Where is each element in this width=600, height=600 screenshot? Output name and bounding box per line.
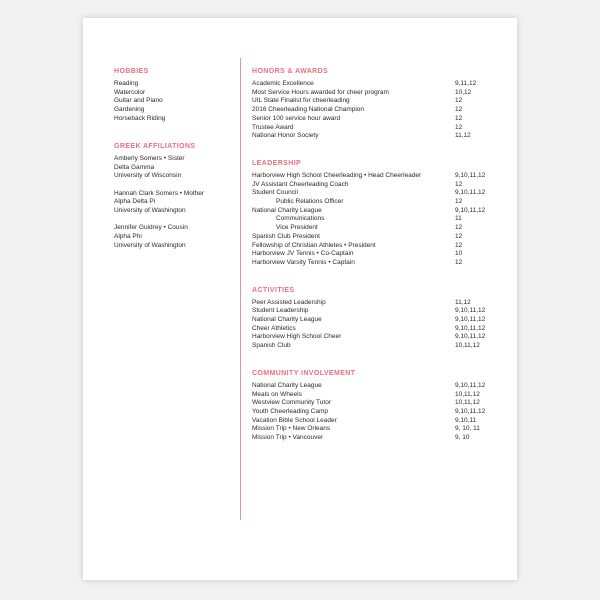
affiliation-line: University of Washington [114, 241, 186, 249]
entry-name: UIL State Finalist for cheerleading [252, 97, 350, 105]
column-divider [240, 58, 241, 520]
entry-name: Harborview High School Cheerleading • Head Cheerleader [252, 171, 422, 179]
entry-name: Most Service Hours awarded for cheer program [252, 88, 389, 96]
leadership-section [252, 159, 492, 268]
affiliation-line: Delta Gamma [114, 163, 155, 171]
right-column [252, 67, 492, 461]
left-column [114, 67, 234, 250]
entry-name: National Charity League [252, 381, 322, 389]
entry-name: Student Leadership [252, 307, 309, 315]
entry-years: 9, 10 [455, 434, 470, 442]
entry-name: Meals on Wheels [252, 390, 302, 398]
community-involvement-section [252, 369, 492, 443]
entry-years: 12 [455, 198, 463, 206]
hobby-item: Guitar and Piano [114, 97, 163, 105]
entry-years: 9,10,11,12 [455, 189, 486, 197]
entry-row [252, 124, 492, 133]
entry-years: 12 [455, 241, 463, 249]
entry-name: Harborview High School Cheer [252, 333, 342, 341]
entry-years: 12 [455, 97, 463, 105]
entry-row [252, 342, 492, 351]
entry-years: 10 [455, 250, 463, 258]
entry-years: 9,10,11 [455, 416, 477, 424]
entry-row [252, 89, 492, 98]
entry-years: 12 [455, 114, 463, 122]
entry-years: 9,10,11,12 [455, 307, 486, 315]
entry-name: Communications [276, 215, 325, 223]
greek-affiliations-heading: GREEK AFFILIATIONS [114, 143, 196, 151]
entry-name: Student Council [252, 189, 298, 197]
hobby-item: Horseback Riding [114, 114, 166, 122]
entry-name: Fellowship of Christian Athletes • President [252, 241, 376, 249]
entry-years: 12 [455, 106, 463, 114]
affiliation-line: Jennifer Guidrey • Cousin [114, 224, 188, 232]
entry-row [252, 115, 492, 124]
entry-name: National Charity League [252, 316, 322, 324]
entry-row [252, 215, 492, 224]
entry-name: JV Assistant Cheerleading Coach [252, 180, 349, 188]
entry-name: National Charity League [252, 206, 322, 214]
entry-name: Academic Excellence [252, 80, 314, 87]
entry-name: Cheer Athletics [252, 324, 296, 332]
hobby-item: Watercolor [114, 88, 146, 96]
entry-name: Trustee Award [252, 123, 294, 131]
entry-years: 9,10,11,12 [455, 171, 486, 179]
resume-page [83, 18, 517, 580]
entry-years: 9,10,11,12 [455, 324, 486, 332]
entry-row [252, 106, 492, 115]
entry-name: Harborview JV Tennis • Co-Captain [252, 250, 354, 258]
hobby-item: Gardening [114, 106, 145, 114]
entry-name: Senior 100 service hour award [252, 114, 341, 122]
entry-years: 10,11,12 [455, 399, 480, 407]
entry-name: 2016 Cheerleading National Champion [252, 106, 365, 114]
entry-row [252, 434, 492, 443]
activities-section [252, 286, 492, 351]
entry-years: 9,10,11,12 [455, 316, 486, 324]
entry-row [252, 224, 492, 233]
entry-name: Youth Cheerleading Camp [252, 407, 329, 415]
entry-row [252, 198, 492, 207]
affiliation-line: Alpha Phi [114, 232, 142, 240]
entry-years: 9,10,11,12 [455, 407, 486, 415]
entry-years: 9,11,12 [455, 80, 477, 87]
entry-years: 12 [455, 232, 463, 240]
entry-row [252, 172, 492, 181]
entry-name: Vacation Bible School Leader [252, 416, 337, 424]
affiliation-line: Hannah Clark Somers • Mother [114, 189, 205, 197]
entry-row [252, 382, 492, 391]
entry-row [252, 307, 492, 316]
honors-awards-section [252, 67, 492, 141]
entry-years: 10,12 [455, 88, 472, 96]
entry-row [252, 417, 492, 426]
affiliation-line: Alpha Delta Pi [114, 198, 156, 206]
entry-years: 12 [455, 224, 463, 232]
entry-row [252, 316, 492, 325]
entry-name: Peer Assisted Leadership [252, 298, 326, 306]
entry-name: Mission Trip • New Orleans [252, 425, 331, 433]
entry-years: 11 [455, 215, 462, 223]
entry-name: Vice President [276, 224, 318, 232]
entry-years: 9,10,11,12 [455, 381, 486, 389]
entry-row [252, 325, 492, 334]
entry-years: 11,12 [455, 298, 471, 306]
entry-row [252, 181, 492, 190]
entry-years: 12 [455, 123, 463, 131]
entry-row [252, 408, 492, 417]
affiliation-line: University of Wisconsin [114, 172, 182, 180]
entry-row [252, 425, 492, 434]
section-heading: COMMUNITY INVOLVEMENT [252, 369, 356, 377]
entry-name: Spanish Club [252, 342, 291, 350]
greek-affiliations-section [114, 142, 234, 250]
entry-row [252, 333, 492, 342]
entry-name: Harborview Varsity Tennis • Captain [252, 258, 355, 266]
hobby-item: Reading [114, 80, 139, 87]
entry-row [252, 132, 492, 141]
entry-row [252, 399, 492, 408]
section-heading: HONORS & AWARDS [252, 68, 329, 75]
section-heading: LEADERSHIP [252, 159, 302, 167]
entry-row [252, 299, 492, 308]
entry-name: Mission Trip • Vancouver [252, 434, 324, 442]
entry-years: 11,12 [455, 132, 471, 140]
hobbies-section [114, 67, 234, 124]
affiliation-line: University of Washington [114, 207, 186, 215]
section-heading: ACTIVITIES [252, 286, 295, 294]
entry-years: 9,10,11,12 [455, 206, 486, 214]
affiliation-line: Amberly Somers • Sister [114, 155, 185, 163]
entry-row [252, 259, 492, 268]
entry-years: 10,11,12 [455, 342, 480, 350]
entry-years: 12 [455, 258, 463, 266]
entry-row [252, 80, 492, 89]
entry-row [252, 97, 492, 106]
hobbies-heading: HOBBIES [114, 68, 149, 75]
entry-name: Public Relations Officer [276, 198, 344, 206]
entry-name: Westview Community Tutor [252, 399, 331, 407]
entry-row [252, 242, 492, 251]
entry-years: 9,10,11,12 [455, 333, 486, 341]
entry-years: 12 [455, 180, 463, 188]
entry-years: 10,11,12 [455, 390, 480, 398]
entry-name: Spanish Club President [252, 232, 320, 240]
entry-row [252, 189, 492, 198]
entry-name: National Honor Society [252, 132, 319, 140]
entry-years: 9, 10, 11 [455, 425, 480, 433]
entry-row [252, 250, 492, 259]
entry-row [252, 207, 492, 216]
entry-row [252, 391, 492, 400]
entry-row [252, 233, 492, 242]
